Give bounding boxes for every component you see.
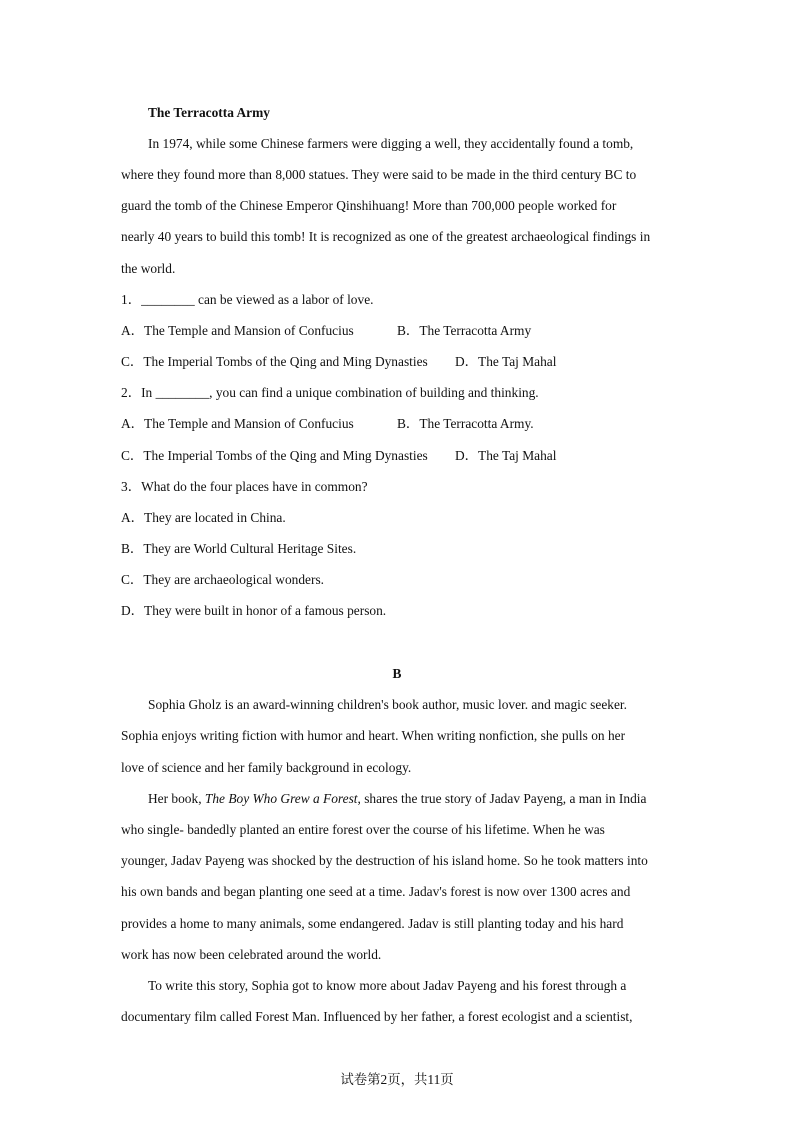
passage-b-line: love of science and her family background in ecology. (121, 760, 412, 775)
question-1-option-c[interactable]: C．The Imperial Tombs of the Qing and Ming Dynasties (121, 354, 428, 369)
passage-b-line: his own bands and began planting one seed at a time. Jadav's forest is now over 1300 acres and (121, 884, 631, 899)
question-2-option-c[interactable]: C．The Imperial Tombs of the Qing and Ming Dynasties (121, 448, 428, 463)
question-1-option-row (121, 323, 681, 339)
question-2-option-row (121, 416, 681, 432)
passage-b-line: younger, Jadav Payeng was shocked by the destruction of his island home. So he took matters into (121, 853, 648, 868)
book-title: The Boy Who Grew a Forest (204, 791, 358, 806)
passage-b-line: work has now been celebrated around the world. (121, 947, 382, 962)
question-1-option-d[interactable]: D．The Taj Mahal (455, 354, 557, 369)
question-3-stem: 3．What do the four places have in common? (121, 479, 368, 494)
passage-a-line: where they found more than 8,000 statues. They were said to be made in the third century BC to (121, 167, 637, 182)
question-1-option-b[interactable]: B．The Terracotta Army (397, 323, 532, 338)
question-3-option-c[interactable]: C．They are archaeological wonders. (121, 572, 325, 587)
question-3-option-a[interactable]: A．They are located in China. (121, 510, 286, 525)
passage-b-line (148, 791, 708, 807)
question-2-option-row (121, 448, 681, 464)
passage-b-line: To write this story, Sophia got to know more about Jadav Payeng and his forest through a (148, 978, 627, 993)
passage-b-text: Her book, (148, 791, 205, 806)
question-2-option-a[interactable]: A．The Temple and Mansion of Confucius (121, 416, 354, 431)
question-1-stem: 1．________ can be viewed as a labor of love. (121, 292, 374, 307)
passage-b-line: who single- bandedly planted an entire forest over the course of his lifetime. When he was (121, 822, 605, 837)
passage-a-line: nearly 40 years to build this tomb! It is recognized as one of the greatest archaeological findings in (121, 229, 651, 244)
page-footer: 试卷第2页，共11页 (340, 1072, 454, 1087)
passage-b-line: provides a home to many animals, some endangered. Jadav is still planting today and his hard (121, 916, 624, 931)
passage-b-line: Sophia enjoys writing fiction with humor and heart. When writing nonfiction, she pulls on her (121, 728, 626, 743)
passage-title: The Terracotta Army (148, 105, 270, 120)
passage-a-line: In 1974, while some Chinese farmers were digging a well, they accidentally found a tomb, (148, 136, 634, 151)
question-1-option-a[interactable]: A．The Temple and Mansion of Confucius (121, 323, 354, 338)
question-2-option-b[interactable]: B．The Terracotta Army. (397, 416, 534, 431)
question-3-option-b[interactable]: B．They are World Cultural Heritage Sites. (121, 541, 357, 556)
passage-b-line: Sophia Gholz is an award-winning children's book author, music lover. and magic seeker. (148, 697, 627, 712)
question-3-option-d[interactable]: D．They were built in honor of a famous person. (121, 603, 387, 618)
question-2-stem: 2．In ________, you can find a unique combination of building and thinking. (121, 385, 539, 400)
passage-b-line: documentary film called Forest Man. Influenced by her father, a forest ecologist and a scientist, (121, 1009, 633, 1024)
passage-a-line: guard the tomb of the Chinese Emperor Qinshihuang! More than 700,000 people worked for (121, 198, 617, 213)
passage-a-line: the world. (121, 261, 176, 276)
question-2-option-d[interactable]: D．The Taj Mahal (455, 448, 557, 463)
passage-b-text: , shares the true story of Jadav Payeng, a man in India (357, 791, 647, 806)
section-b-heading: B (392, 666, 402, 681)
question-1-option-row (121, 354, 681, 370)
